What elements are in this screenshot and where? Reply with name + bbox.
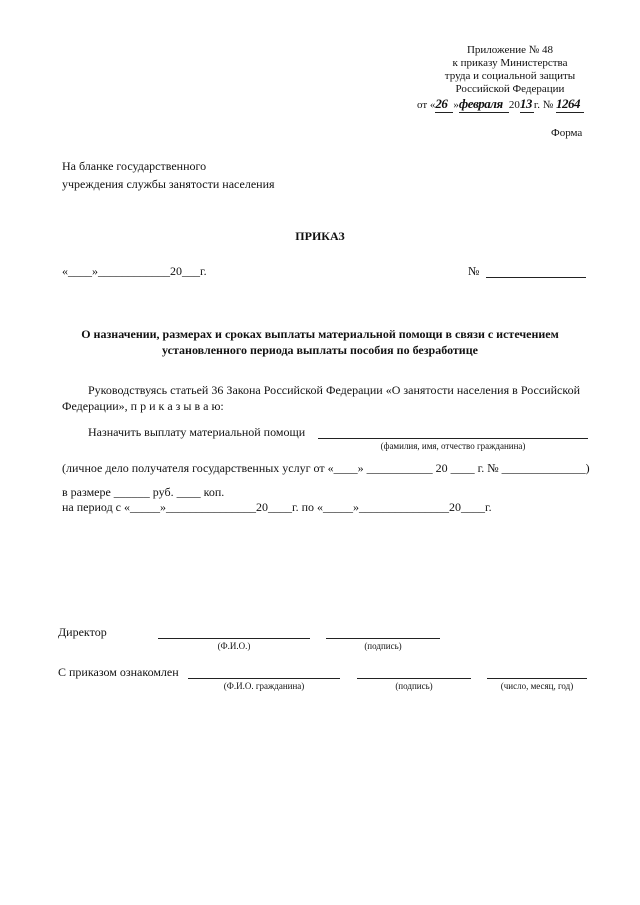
body-paragraph: Руководствуясь статьей 36 Закона Российской Федерации «О занятости населения в Российской Федерации», п р и к а з ы в а ю:	[62, 383, 580, 413]
date-sep: »	[453, 99, 459, 111]
appendix-line-3: труда и социальной защиты	[444, 70, 576, 82]
ack-label: С приказом ознакомлен	[58, 665, 179, 679]
director-signature-field[interactable]	[326, 638, 440, 639]
subject-line-1: О назначении, размерах и сроках выплаты материальной помощи в связи с истечением	[81, 327, 559, 341]
date-prefix: от «	[417, 99, 436, 111]
order-number-field[interactable]	[486, 277, 586, 278]
date-year-prefix: 20	[508, 99, 520, 111]
director-fio-field[interactable]	[158, 638, 310, 639]
period-line[interactable]: на период с «_____»_______________20____г. по «_____»_______________20____г.	[62, 500, 492, 514]
appendix-line-4: Российской Федерации	[455, 83, 565, 95]
blank-line-1: На бланке государственного	[62, 159, 207, 173]
appendix-title: Приложение № 48	[466, 44, 554, 56]
citizen-name-caption: (фамилия, имя, отчество гражданина)	[380, 441, 526, 451]
ack-signature-caption: (подпись)	[395, 681, 433, 691]
handwritten-month: февраля	[459, 96, 509, 113]
personal-file-line[interactable]: (личное дело получателя государственных услуг от «____» ___________ 20 ____ г. № ______________)	[62, 461, 590, 475]
director-signature-caption: (подпись)	[364, 641, 402, 651]
amount-line[interactable]: в размере ______ руб. ____ коп.	[62, 485, 225, 499]
handwritten-year: 13	[519, 96, 532, 111]
director-fio-caption: (Ф.И.О.)	[217, 641, 251, 651]
blank-line-2: учреждения службы занятости населения	[62, 177, 275, 191]
appendix-date-line	[417, 96, 584, 113]
director-label: Директор	[58, 625, 107, 639]
ack-date-field[interactable]	[487, 678, 587, 679]
ack-fio-field[interactable]	[188, 678, 340, 679]
handwritten-day: 26	[435, 96, 453, 113]
subject-line-2: установленного периода выплаты пособия по безработице	[162, 343, 478, 357]
appendix-line-2: к приказу Министерства	[452, 57, 568, 69]
order-title: ПРИКАЗ	[295, 229, 345, 243]
order-date-field[interactable]: «____»____________20___г.	[62, 264, 207, 278]
ack-fio-caption: (Ф.И.О. гражданина)	[223, 681, 305, 691]
ack-signature-field[interactable]	[357, 678, 471, 679]
form-label: Форма	[551, 127, 583, 139]
order-number-label: №	[468, 264, 480, 278]
handwritten-doc-number: 1264	[556, 96, 584, 113]
date-year-suffix: г. №	[533, 99, 554, 111]
citizen-name-field[interactable]	[318, 438, 588, 439]
ack-date-caption: (число, месяц, год)	[500, 681, 574, 691]
assign-label: Назначить выплату материальной помощи	[88, 425, 306, 439]
